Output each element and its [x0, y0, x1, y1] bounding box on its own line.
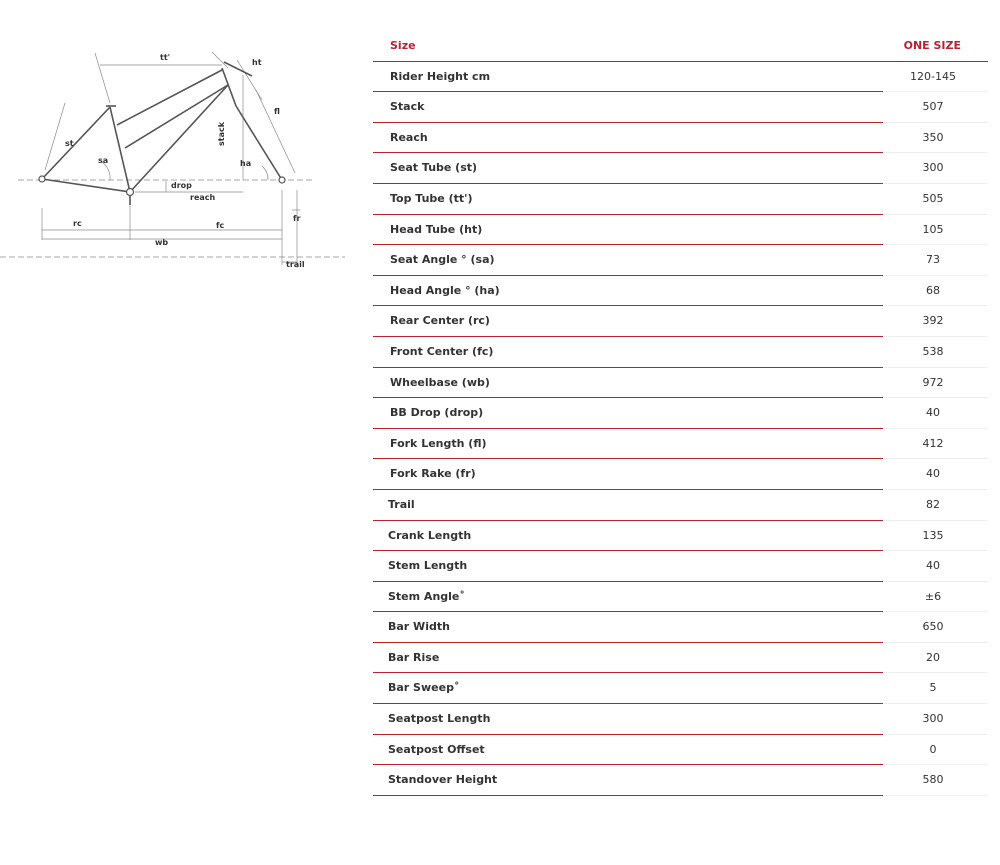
- row-value: 40: [926, 559, 940, 573]
- row-value: 82: [926, 497, 940, 511]
- row-label: Crank Length: [388, 528, 472, 542]
- row-value: 300: [922, 161, 944, 175]
- table-row: [373, 765, 988, 796]
- label-trail: trail: [286, 260, 305, 269]
- table-row: [373, 735, 988, 766]
- table-row: [373, 459, 988, 490]
- label-rc: rc: [73, 219, 82, 228]
- row-value: 972: [922, 375, 944, 389]
- size-column-header: Size: [390, 39, 416, 52]
- row-divider: [373, 795, 883, 796]
- row-value: 40: [926, 406, 940, 420]
- label-tt: tt': [160, 53, 171, 62]
- row-label: Top Tube (tt'): [390, 191, 473, 205]
- table-row: [373, 582, 988, 613]
- row-label: Fork Length (fl): [390, 436, 487, 450]
- row-label: BB Drop (drop): [390, 406, 484, 420]
- table-row: [373, 429, 988, 460]
- table-row: [373, 612, 988, 643]
- row-label: Rider Height cm: [390, 69, 491, 83]
- label-fc: fc: [216, 221, 225, 230]
- row-value: 300: [922, 712, 944, 726]
- row-label: Fork Rake (fr): [390, 467, 476, 481]
- row-value: 68: [926, 283, 940, 297]
- row-label: Head Angle ° (ha): [390, 283, 500, 297]
- table-row: [373, 643, 988, 674]
- table-row: [373, 704, 988, 735]
- table-row: [373, 521, 988, 552]
- row-value: 5: [929, 681, 937, 695]
- row-value: 20: [926, 650, 940, 664]
- table-row: [373, 153, 988, 184]
- table-row: [373, 398, 988, 429]
- table-row: [373, 276, 988, 307]
- row-value: 580: [922, 773, 944, 787]
- label-ha: ha: [240, 159, 252, 168]
- label-fl: fl: [274, 107, 280, 116]
- row-label: Seatpost Offset: [388, 742, 485, 756]
- row-value: 538: [922, 344, 944, 358]
- row-value: 507: [922, 100, 944, 114]
- row-value: 0: [929, 742, 937, 756]
- row-label: Bar Sweep˚: [388, 681, 460, 695]
- table-row: [373, 245, 988, 276]
- row-divider-value: [883, 795, 988, 796]
- row-label: Seat Angle ° (sa): [390, 253, 495, 267]
- row-label: Head Tube (ht): [390, 222, 483, 236]
- row-value: ±6: [924, 589, 942, 603]
- row-label: Wheelbase (wb): [390, 375, 490, 389]
- row-label: Front Center (fc): [390, 344, 494, 358]
- label-drop: drop: [171, 181, 192, 190]
- label-sa: sa: [98, 156, 109, 165]
- table-row: [373, 490, 988, 521]
- row-value: 120-145: [910, 69, 956, 83]
- row-label: Standover Height: [388, 773, 498, 787]
- table-row: [373, 337, 988, 368]
- geometry-spec-table: [373, 31, 988, 796]
- row-value: 135: [922, 528, 944, 542]
- label-ht: ht: [252, 58, 262, 67]
- table-row: [373, 123, 988, 154]
- row-label: Bar Rise: [388, 650, 440, 664]
- row-value: 650: [922, 620, 944, 634]
- table-header-row: [373, 31, 988, 62]
- row-label: Stem Length: [388, 559, 468, 573]
- table-row: [373, 184, 988, 215]
- row-value: 412: [922, 436, 944, 450]
- row-value: 105: [922, 222, 944, 236]
- table-row: [373, 62, 988, 93]
- row-label: Bar Width: [388, 620, 450, 634]
- table-row: [373, 215, 988, 246]
- table-row: [373, 368, 988, 399]
- row-value: 392: [922, 314, 944, 328]
- row-value: 40: [926, 467, 940, 481]
- row-label: Stack: [390, 100, 425, 114]
- label-stack: stack: [217, 121, 226, 146]
- label-reach: reach: [190, 193, 216, 202]
- table-row: [373, 673, 988, 704]
- table-row: [373, 551, 988, 582]
- row-value: 505: [922, 191, 944, 205]
- row-label: Rear Center (rc): [390, 314, 490, 328]
- row-value: 73: [926, 253, 940, 267]
- label-st: st: [65, 139, 74, 148]
- bike-geometry-diagram: [0, 40, 345, 280]
- table-row: [373, 306, 988, 337]
- row-label: Trail: [388, 497, 415, 511]
- row-label: Seatpost Length: [388, 712, 491, 726]
- row-label: Seat Tube (st): [390, 161, 478, 175]
- label-fr: fr: [293, 214, 301, 223]
- row-value: 350: [922, 130, 944, 144]
- table-row: [373, 92, 988, 123]
- one-size-column-header: ONE SIZE: [903, 39, 961, 52]
- label-wb: wb: [155, 238, 169, 247]
- row-label: Reach: [390, 130, 428, 144]
- row-label: Stem Angle˚: [388, 589, 465, 603]
